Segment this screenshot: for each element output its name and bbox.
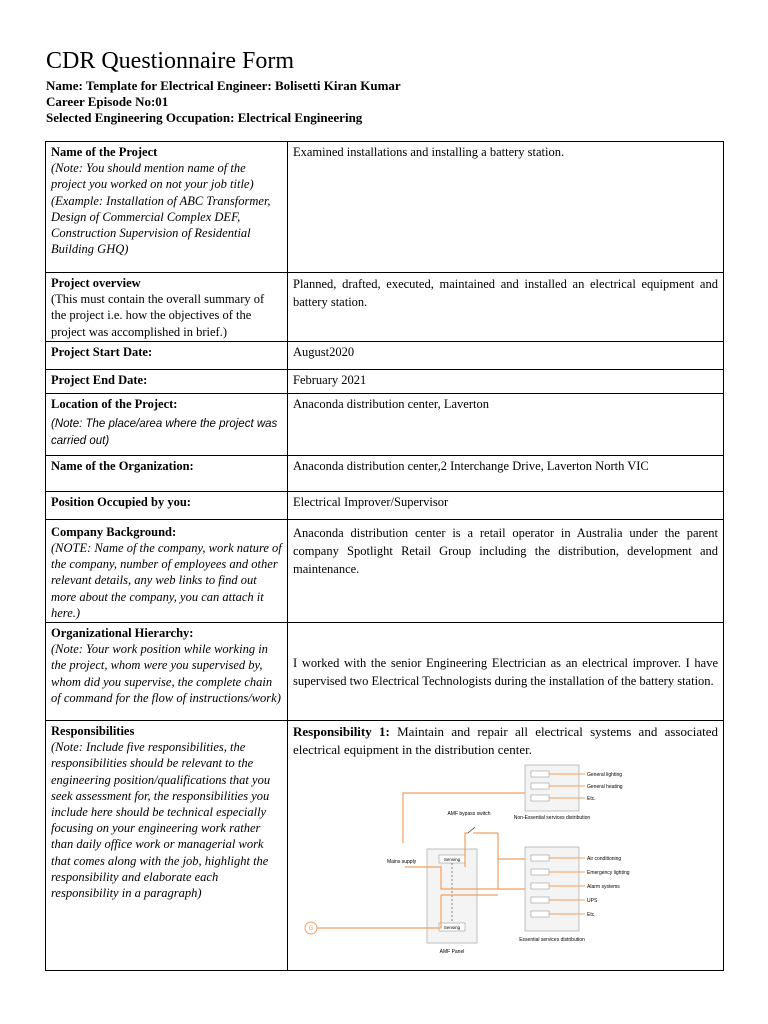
value-cell [288, 455, 724, 491]
value-cell [288, 273, 724, 342]
value-cell [288, 519, 724, 622]
responsibility-1 [293, 723, 718, 759]
mains-label: Mains supply [387, 859, 417, 866]
row-background [46, 519, 724, 622]
amf-panel-diagram [293, 763, 663, 959]
ne-item-2: General heating [587, 784, 623, 791]
generator-label: G [308, 926, 314, 933]
responsibility-1-text: Maintain and repair all electrical systems and associated electrical equipment in the distribution center. [293, 724, 719, 758]
hierarchy-label: Organizational Hierarchy: [51, 626, 194, 641]
row-position [46, 491, 724, 519]
episode-line: Career Episode No:01 [46, 94, 169, 109]
label-cell [46, 721, 288, 971]
essential-label: Essential services distribution [519, 937, 585, 944]
name-line: Name: Template for Electrical Engineer: Bolisetti Kiran Kumar [46, 78, 401, 93]
row-organization [46, 455, 724, 491]
project-name-label: Name of the Project [51, 145, 158, 159]
location-note: (Note: The place/area where the project was carried out) [51, 418, 278, 448]
amf-panel-label: AMF Panel [439, 949, 465, 956]
label-cell [46, 623, 288, 721]
label-cell [46, 369, 288, 393]
e-item-2: Emergency lighting [587, 870, 630, 877]
responsibility-1-title: Responsibility 1: [293, 724, 398, 740]
bypass-switch [468, 827, 475, 833]
e-item-5: Etc. [587, 912, 596, 919]
form-title: CDR Questionnaire Form [46, 48, 294, 74]
location-value: Anaconda distribution center, Laverton [293, 396, 489, 411]
project-name-value: Examined installations and installing a battery station. [293, 145, 565, 159]
background-note: (NOTE: Name of the company, work nature of the company, number of employees and other relevant details, any web links to find out more about the company, you can attach it here.) [51, 541, 282, 620]
sensing-bottom-label: Sensing [443, 925, 461, 931]
value-cell [288, 393, 724, 455]
position-label: Position Occupied by you: [51, 494, 191, 509]
value-cell [288, 623, 724, 721]
background-label: Company Background: [51, 524, 177, 539]
row-location [46, 393, 724, 455]
overview-note: (This must contain the overall summary of the project i.e. how the objectives of the project was accomplished in brief.) [51, 292, 265, 339]
value-cell [288, 491, 724, 519]
responsibilities-label: Responsibilities [51, 724, 135, 739]
e-item-4: UPS [587, 898, 598, 905]
e-item-3: Alarm systems [587, 884, 620, 891]
row-overview [46, 273, 724, 342]
value-cell [288, 721, 724, 971]
occupation-line: Selected Engineering Occupation: Electrical Engineering [46, 110, 363, 125]
label-cell [46, 341, 288, 369]
value-cell [288, 369, 724, 393]
e-item-1: Air conditioning [587, 856, 622, 863]
end-date-value: February 2021 [293, 372, 367, 387]
sensing-top-label: Sensing [443, 857, 461, 863]
start-date-label: Project Start Date: [51, 344, 153, 359]
bypass-label: AMF bypass switch [447, 811, 491, 818]
row-end-date [46, 369, 724, 393]
value-cell [288, 142, 724, 273]
label-cell [46, 393, 288, 455]
label-cell [46, 491, 288, 519]
end-date-label: Project End Date: [51, 372, 148, 387]
label-cell [46, 142, 288, 273]
label-cell [46, 273, 288, 342]
position-value: Electrical Improver/Supervisor [293, 494, 449, 509]
overview-value: Planned, drafted, executed, maintained and installed an electrical equipment and battery station. [293, 277, 718, 309]
project-name-note: (Note: You should mention name of the project you worked on not your job title) (Example: Installation of ABC Transformer, Design of Commercial Complex DEF, Construction Supervision of Residential Building GHQ) [51, 161, 271, 257]
row-responsibilities [46, 721, 724, 971]
responsibilities-note: (Note: Include five responsibilities, the responsibilities should be relevant to the engineering position/qualifications that you seek assessment for, the responsibilities you include here should be technical especially focusing on your engineering work rather than daily office work or managerial work that comes along with the job, highlight the responsibility and elaborate each responsibility in a paragraph) [51, 740, 271, 901]
value-cell [288, 341, 724, 369]
start-date-value: August2020 [293, 344, 355, 359]
label-cell [46, 455, 288, 491]
organization-label: Name of the Organization: [51, 458, 194, 473]
supply-wiring [317, 793, 525, 931]
non-essential-label: Non-Essential services distribution [513, 815, 591, 822]
location-label: Location of the Project: [51, 396, 178, 411]
label-cell [46, 519, 288, 622]
hierarchy-value: I worked with the senior Engineering Electrician as an electrical improver. I have supervised two Electrical Technologists during the installation of the battery station. [293, 656, 718, 689]
organization-value: Anaconda distribution center,2 Interchange Drive, Laverton North VIC [293, 458, 649, 473]
ne-item-3: Etc. [587, 796, 596, 803]
row-start-date [46, 341, 724, 369]
row-project-name [46, 142, 724, 273]
hierarchy-note: (Note: Your work position while working in the project, whom were you supervised by, whom did you supervise, the complete chain of command for the flow of instructions/work) [51, 642, 281, 705]
overview-label: Project overview [51, 276, 141, 290]
background-value: Anaconda distribution center is a retail operator in Australia under the parent company Spotlight Retail Group including the distribution, development and maintenance. [293, 525, 718, 576]
ne-item-1: General lighting [587, 772, 623, 779]
row-hierarchy [46, 623, 724, 721]
questionnaire-table [45, 141, 724, 971]
